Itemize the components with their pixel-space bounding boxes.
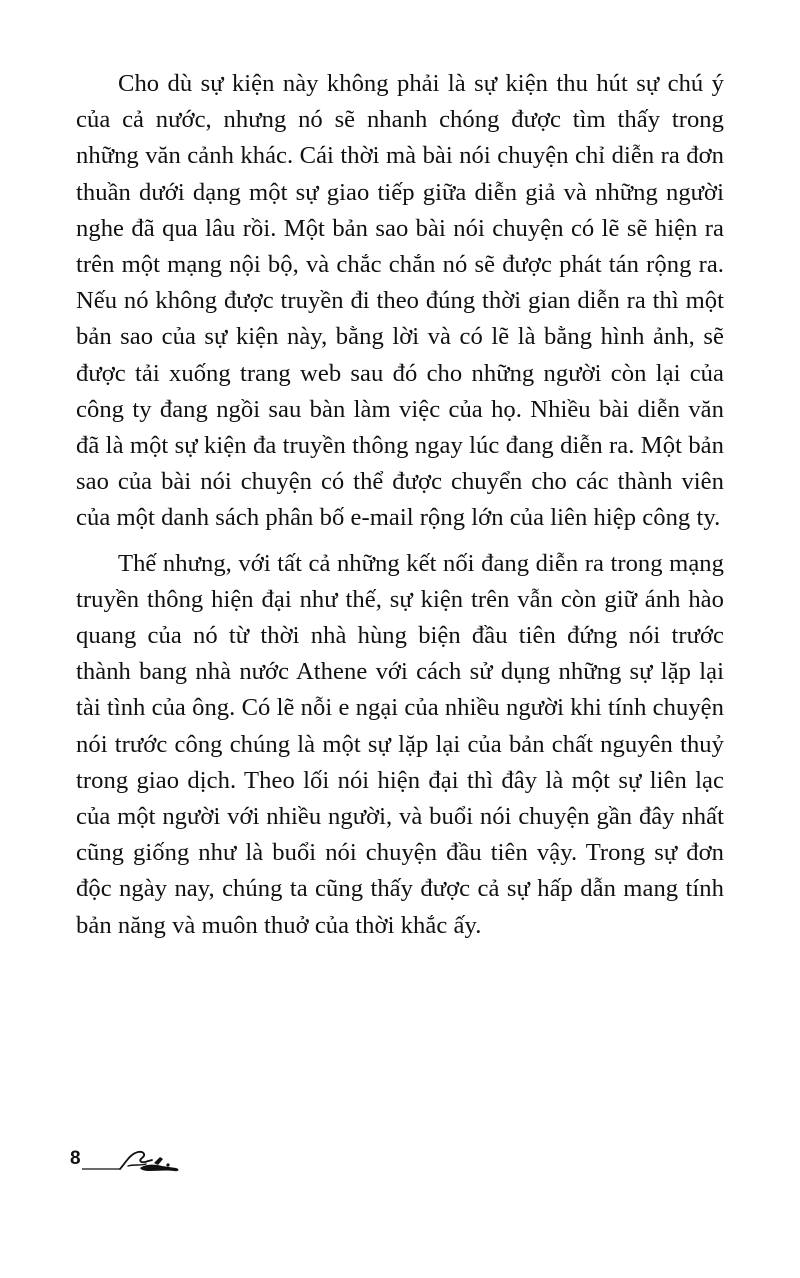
page-footer <box>70 1144 200 1176</box>
page-body <box>76 66 724 944</box>
paragraph-1: Cho dù sự kiện này không phải là sự kiện thu hút sự chú ý của cả nước, nhưng nó sẽ nhanh chóng được tìm thấy trong những văn cảnh khác. Cái thời mà bài nói chuyện chỉ diễn ra đơn thuần dưới dạng một sự giao tiếp giữa diễn giả và những người nghe đã qua lâu rồi. Một bản sao bài nói chuyện có lẽ sẽ hiện ra trên một mạng nội bộ, và chắc chắn nó sẽ được phát tán rộng ra. Nếu nó không được truyền đi theo đúng thời gian diễn ra thì một bản sao của sự kiện này, bằng lời và có lẽ là bằng hình ảnh, sẽ được tải xuống trang web sau đó cho những người còn lại của công ty đang ngồi sau bàn làm việc của họ. Nhiều bài diễn văn đã là một sự kiện đa truyền thông ngay lúc đang diễn ra. Một bản sao của bài nói chuyện có thể được chuyển cho các thành viên của một danh sách phân bố e-mail rộng lớn của liên hiệp công ty. <box>76 70 724 532</box>
page-number: 8 <box>70 1148 81 1169</box>
writing-quill-icon <box>82 1144 192 1176</box>
paragraph-2: Thế nhưng, với tất cả những kết nối đang diễn ra trong mạng truyền thông hiện đại như thế, sự kiện trên vẫn còn giữ ánh hào quang của nó từ thời nhà hùng biện đầu tiên đứng nói trước thành bang nhà nước Athene với cách sử dụng những sự lặp lại tài tình của ông. Có lẽ nỗi e ngại của nhiều người khi tính chuyện nói trước công chúng là một sự lặp lại của bản chất nguyên thuỷ trong giao dịch. Theo lối nói hiện đại thì đây là một sự liên lạc của một người với nhiều người, và buổi nói chuyện gần đây nhất cũng giống như là buổi nói chuyện đầu tiên vậy. Trong sự đơn độc ngày nay, chúng ta cũng thấy được cả sự hấp dẫn mang tính bản năng và muôn thuở của thời khắc ấy. <box>76 549 724 939</box>
